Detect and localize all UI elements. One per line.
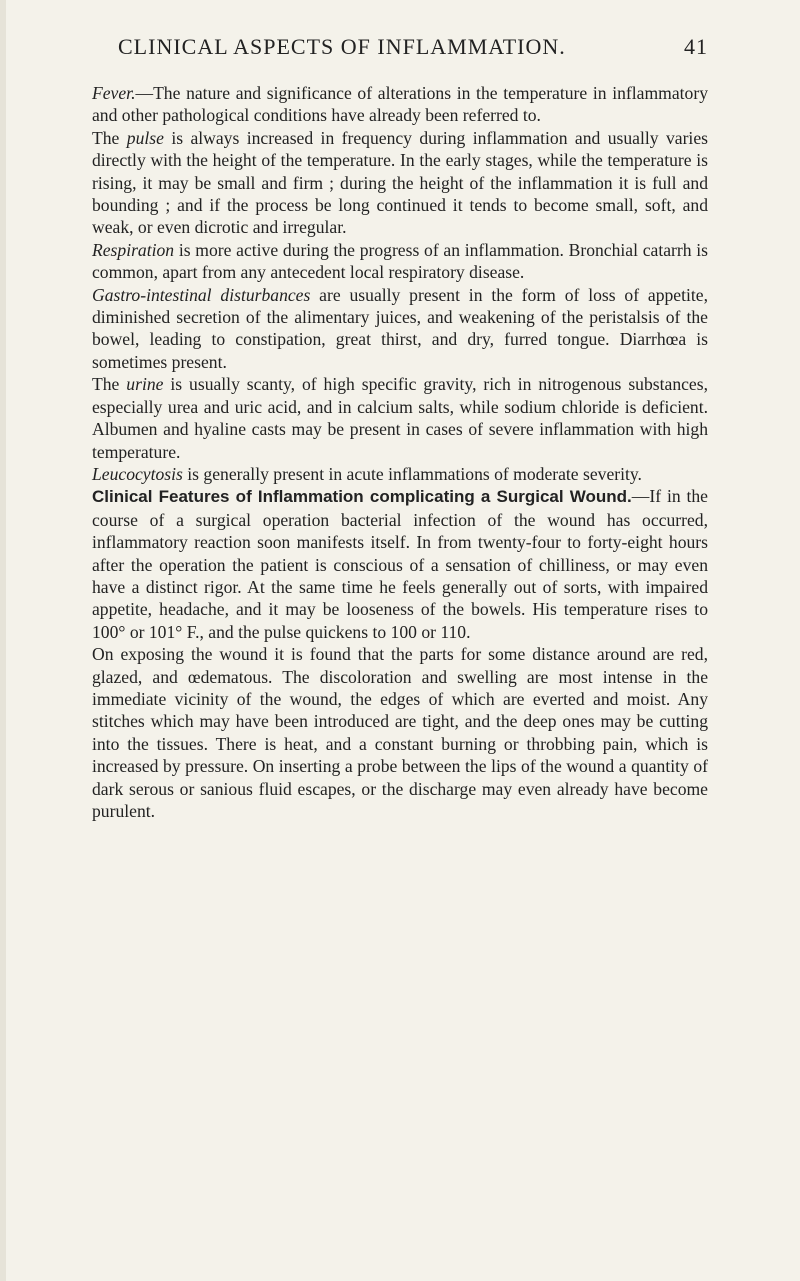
text-fever: —The nature and significance of alterations in the temperature in inflammatory and other pathological conditions have already been referred to.: [92, 83, 708, 126]
section-text-1: —If in the course of a surgical operation bacterial infection of the wound has occurred, inflammatory reaction soon manifests itself. In from twenty-four to forty-eight hours after the operation the patient is conscious of a sensation of chilliness, or may even have a distinct rigor. At the same time he feels generally out of sorts, with impaired appetite, headache, and it may be looseness of the bowels. His temperature rises to 100° or 101° F., and the pulse quickens to 100 or 110.: [92, 486, 708, 642]
running-title: CLINICAL ASPECTS OF INFLAMMATION.: [118, 34, 566, 59]
page-edge: [0, 0, 6, 1281]
text-gastro: are usually present in the form of loss of appetite, diminished secretion of the alimentary juices, and weakening of the peristalsis of the bowel, leading to constipation, great thirst, and dry, furred tongue. Diarrhœa is sometimes present.: [92, 284, 708, 372]
pre-urine: The: [92, 374, 127, 395]
lead-respiration: Respiration: [92, 239, 175, 260]
paragraph-gastro: [92, 284, 708, 374]
lead-urine: urine: [126, 374, 164, 395]
pre-pulse: The: [92, 127, 127, 148]
lead-fever: Fever.: [92, 83, 136, 103]
lead-pulse: pulse: [126, 127, 164, 148]
section-text-2: On exposing the wound it is found that the parts for some distance around are red, glazed, and œdematous. The discoloration and swelling are most intense in the immediate vicinity of the wound, the edges of which are everted and moist. Any stitches which may have been introduced are tight, and the deep ones may be cutting into the tissues. There is heat, and a constant burning or throbbing pain, which is increased by pressure. On inserting a probe between the lips of the wound a quantity of dark serous or sanious fluid escapes, or the discharge may even already have become purulent.: [92, 644, 708, 821]
text-urine: is usually scanty, of high specific gravity, rich in nitrogenous substances, especially urea and uric acid, and in calcium salts, while sodium chloride is deficient. Albumen and hyaline casts may be present in cases of severe inflammation with high temperature.: [92, 374, 708, 462]
text-pulse: is always increased in frequency during inflammation and usually varies directly with the height of the temperature. In the early stages, while the temperature is rising, it may be small and firm ; during the height of the inflammation it is full and bounding ; and if the process be long continued it tends to become small, soft, and weak, or even dicrotic and irregular.: [92, 127, 708, 238]
page-number: 41: [684, 34, 708, 59]
paragraph-surgical-wound: [92, 485, 708, 643]
section-heading: Clinical Features of Inflammation complicating a Surgical Wound.: [92, 487, 632, 507]
paragraph-leucocytosis: [92, 463, 708, 485]
paragraph-fever: [92, 82, 708, 127]
body-text: [92, 82, 708, 822]
text-leucocytosis: is generally present in acute inflammations of moderate severity.: [182, 463, 642, 484]
paragraph-urine: [92, 373, 708, 463]
lead-leucocytosis: Leucocytosis: [92, 463, 183, 484]
paragraph-respiration: [92, 239, 708, 284]
text-respiration: is more active during the progress of an inflammation. Bronchial catarrh is common, apart from any antecedent local respiratory disease.: [92, 239, 708, 283]
paragraph-pulse: [92, 127, 708, 239]
paragraph-exposing-wound: [92, 643, 708, 822]
lead-gastro: Gastro-intestinal disturbances: [92, 284, 311, 305]
